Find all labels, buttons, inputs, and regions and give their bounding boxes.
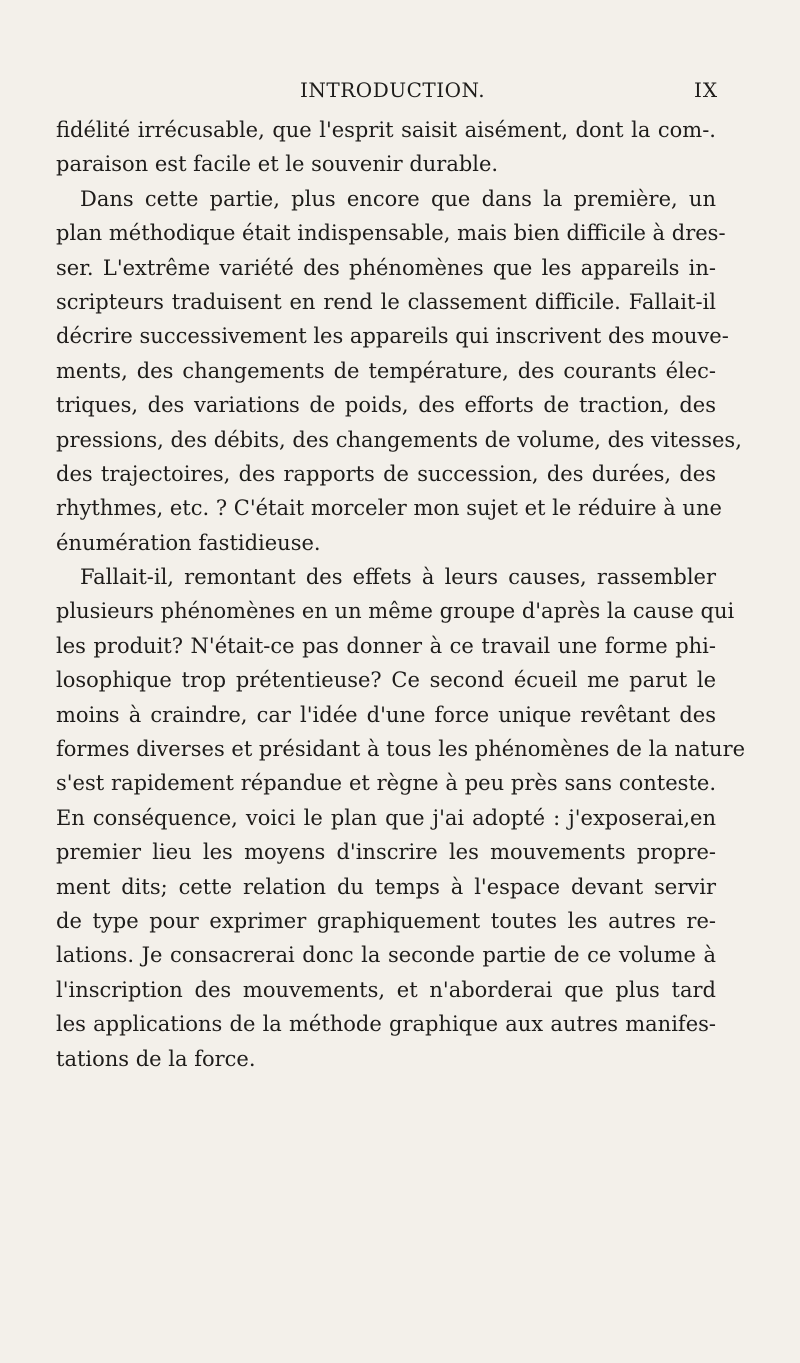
text-line: des trajectoires, des rapports de succession, des durées, des bbox=[56, 461, 716, 486]
text-line: plusieurs phénomènes en un même groupe d'après la cause qui bbox=[56, 599, 735, 624]
body-text bbox=[56, 113, 746, 1076]
paragraph-start: Fallait-il, remontant des effets à leurs causes, rassembler bbox=[80, 565, 716, 590]
text-line: En conséquence, voici le plan que j'ai adopté : j'exposerai,en bbox=[56, 805, 716, 830]
text-line: l'inscription des mouvements, et n'aborderai que plus tard bbox=[56, 977, 716, 1002]
text-line: les applications de la méthode graphique aux autres manifes- bbox=[56, 1012, 716, 1037]
text-line: scripteurs traduisent en rend le classement difficile. Fallait-il bbox=[56, 289, 716, 314]
text-line: losophique trop prétentieuse? Ce second écueil me parut le bbox=[56, 668, 716, 693]
text-line: triques, des variations de poids, des efforts de traction, des bbox=[56, 393, 716, 418]
text-line: premier lieu les moyens d'inscrire les mouvements propre- bbox=[56, 840, 716, 865]
text-line: moins à craindre, car l'idée d'une force unique revêtant des bbox=[56, 702, 716, 727]
text-line: formes diverses et présidant à tous les phénomènes de la nature bbox=[56, 737, 746, 762]
text-line: fidélité irrécusable, que l'esprit saisit aisément, dont la com-. bbox=[56, 118, 716, 142]
text-line: de type pour exprimer graphiquement toutes les autres re- bbox=[56, 908, 716, 933]
page-number: IX bbox=[694, 78, 719, 102]
text-line: ment dits; cette relation du temps à l'espace devant servir bbox=[56, 874, 716, 899]
text-line: pressions, des débits, des changements de volume, des vitesses, bbox=[56, 427, 742, 452]
paragraph-start: Dans cette partie, plus encore que dans la première, un bbox=[80, 186, 716, 211]
text-line: ser. L'extrême variété des phénomènes que les appareils in- bbox=[56, 255, 716, 280]
page-header bbox=[0, 76, 800, 106]
text-line: énumération fastidieuse. bbox=[56, 530, 321, 555]
text-line: ments, des changements de température, des courants élec- bbox=[56, 358, 716, 383]
text-line: rhythmes, etc. ? C'était morceler mon sujet et le réduire à une bbox=[56, 496, 722, 521]
text-line: paraison est facile et le souvenir durable. bbox=[56, 152, 499, 177]
text-line: plan méthodique était indispensable, mais bien difficile à dres- bbox=[56, 221, 726, 246]
text-line: lations. Je consacrerai donc la seconde partie de ce volume à bbox=[56, 943, 716, 968]
text-line: s'est rapidement répandue et règne à peu près sans conteste. bbox=[56, 771, 716, 796]
text-line: les produit? N'était-ce pas donner à ce travail une forme phi- bbox=[56, 633, 716, 658]
text-line: tations de la force. bbox=[56, 1046, 256, 1071]
text-line: décrire successivement les appareils qui inscrivent des mouve- bbox=[56, 324, 729, 349]
running-title: INTRODUCTION. bbox=[300, 78, 486, 102]
